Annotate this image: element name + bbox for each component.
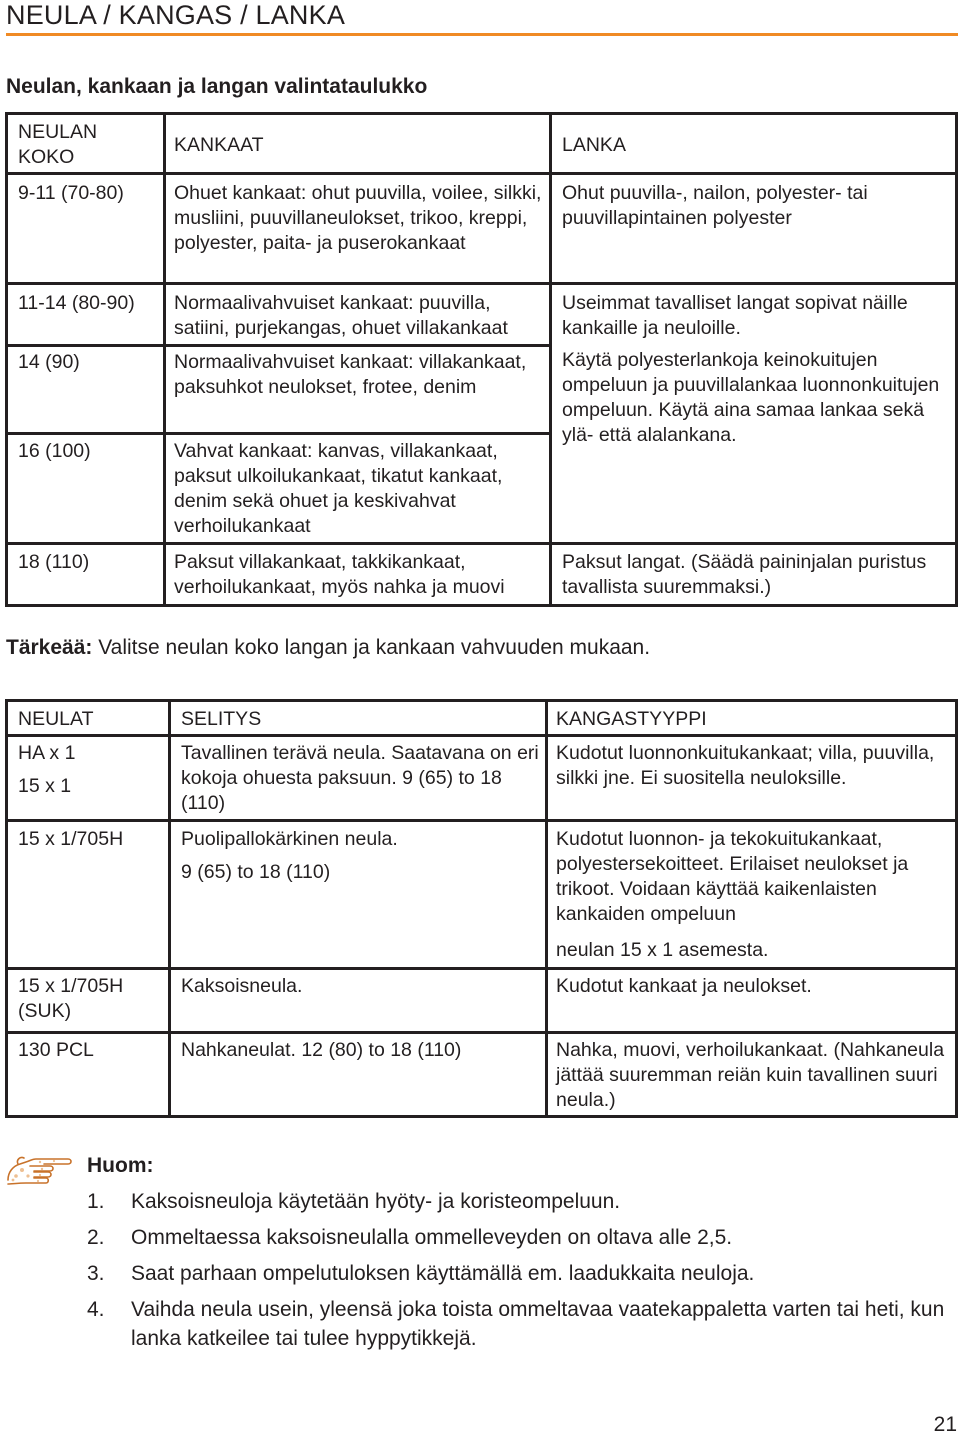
- thread-cell: Paksut langat. (Säädä paininjalan puristus tavallista suuremmaksi.): [562, 551, 927, 598]
- description-text: Puolipallokärkinen neula.: [181, 828, 398, 850]
- list-item-number: 2.: [87, 1226, 105, 1249]
- fabric-type-cell: [547, 821, 957, 969]
- fabric-type-cell: Nahka, muovi, verhoilukankaat. (Nahkaneula jättää suuremman reiän kuin tavallinen suuri neula.): [556, 1039, 945, 1111]
- list-item: [87, 1295, 947, 1353]
- needle-cell: 15 x 1/705H (SUK): [7, 969, 170, 1033]
- list-item-text: Saat parhaan ompelutuloksen käyttämällä em. laadukkaita neuloja.: [131, 1262, 755, 1285]
- page-number: 21: [933, 1413, 957, 1436]
- table-row: [7, 821, 957, 969]
- header-needle-size: NEULAN KOKO: [7, 114, 165, 174]
- list-item-text: Kaksoisneuloja käytetään hyöty- ja koristeompeluun.: [131, 1190, 621, 1213]
- fabric-type-cell: Kudotut kankaat ja neulokset.: [547, 969, 957, 1033]
- table-row: [7, 174, 957, 284]
- list-item-text: Ommeltaessa kaksoisneulalla ommelleveyden on oltava alle 2,5.: [131, 1226, 733, 1249]
- needle-name: 15 x 1: [18, 775, 72, 797]
- list-item: [87, 1187, 947, 1216]
- table-row: [7, 736, 957, 821]
- list-item-number: 1.: [87, 1190, 105, 1213]
- important-text: Valitse neulan koko langan ja kankaan vahvuuden mukaan.: [92, 636, 651, 659]
- description-cell: [170, 821, 547, 969]
- important-label: Tärkeää:: [6, 636, 93, 659]
- page-title: NEULA / KANGAS / LANKA: [6, 0, 346, 30]
- needle-size-cell: 9-11 (70-80): [7, 174, 165, 284]
- needle-cell: 130 PCL: [7, 1033, 170, 1117]
- description-text: 9 (65) to 18 (110): [181, 861, 331, 883]
- fabric-type-text: neulan 15 x 1 asemesta.: [556, 939, 769, 961]
- fabric-cell: Ohuet kankaat: ohut puuvilla, voilee, silkki, musliini, puuvillaneulokset, trikoo, kreppi, polyester, paita- ja puserokankaat: [165, 174, 551, 284]
- list-item: [87, 1223, 947, 1252]
- needle-cell: 15 x 1/705H: [7, 821, 170, 969]
- header-description: SELITYS: [170, 701, 547, 736]
- section-title: Neulan, kankaan ja langan valintataulukko: [6, 75, 428, 98]
- list-item-text: Vaihda neula usein, yleensä joka toista ommeltavaa vaatekappaletta varten tai heti, kun lanka katkeilee tai tulee hyppytikkejä.: [131, 1298, 945, 1350]
- needle-size-cell: 14 (90): [7, 346, 165, 434]
- list-item-number: 4.: [87, 1298, 105, 1321]
- description-cell: Kaksoisneula.: [170, 969, 547, 1033]
- thread-merged-cell: [551, 284, 957, 544]
- thread-note-common: Useimmat tavalliset langat sopivat näille kankaille ja neuloille.: [562, 292, 908, 339]
- title-rule: [6, 33, 958, 36]
- header-needles: NEULAT: [7, 701, 170, 736]
- description-cell: Nahkaneulat. 12 (80) to 18 (110): [170, 1033, 547, 1117]
- notice-list: [87, 1187, 947, 1360]
- table-row: [7, 544, 957, 606]
- needle-size-cell: 16 (100): [7, 434, 165, 544]
- fabric-cell: Normaalivahvuiset kankaat: puuvilla, satiini, purjekangas, ohuet villakankaat: [165, 284, 551, 346]
- important-note: [6, 634, 650, 662]
- description-cell: Tavallinen terävä neula. Saatavana on eri kokoja ohuesta paksuun. 9 (65) to 18 (110): [170, 736, 547, 821]
- needle-fabric-thread-table: [5, 112, 958, 607]
- header-thread: LANKA: [551, 114, 957, 174]
- list-item: [87, 1259, 947, 1288]
- needle-size-cell: 11-14 (80-90): [7, 284, 165, 346]
- needle-cell: [7, 736, 170, 821]
- table-header-row: [7, 114, 957, 174]
- header-fabrics: KANKAAT: [165, 114, 551, 174]
- notice-title: Huom:: [87, 1154, 154, 1177]
- header-fabric-type: KANGASTYYPPI: [547, 701, 957, 736]
- table-row: [7, 284, 957, 346]
- needle-type-table: [5, 699, 958, 1118]
- fabric-cell: Vahvat kankaat: kanvas, villakankaat, paksut ulkoilukankaat, tikatut kankaat, denim sekä ohuet ja keskivahvat verhoilukankaat: [165, 434, 551, 544]
- thread-note-fiber: Käytä polyesterlankoja keinokuitujen ompeluun ja puuvillalankaa luonnonkuitujen ompeluun. Käytä aina samaa lankaa sekä ylä- että alalankana.: [562, 349, 940, 446]
- needle-size-cell: 18 (110): [7, 544, 165, 606]
- fabric-type-text: Kudotut luonnon- ja tekokuitukankaat, polyestersekoitteet. Erilaiset neulokset ja trikoot. Voidaan käyttää kaikenlaisten kankaiden ompeluun: [556, 828, 909, 925]
- table-header-row: [7, 701, 957, 736]
- fabric-cell: Paksut villakankaat, takkikankaat, verhoilukankaat, myös nahka ja muovi: [165, 544, 551, 606]
- needle-name: HA x 1: [18, 742, 76, 764]
- table-row: [7, 969, 957, 1033]
- table-row: [7, 1033, 957, 1117]
- thread-cell: Ohut puuvilla-, nailon, polyester- tai puuvillapintainen polyester: [551, 174, 957, 284]
- pointing-hand-icon: [4, 1150, 76, 1190]
- list-item-number: 3.: [87, 1262, 105, 1285]
- fabric-type-cell: Kudotut luonnonkuitukankaat; villa, puuvilla, silkki jne. Ei suositella neuloksille.: [547, 736, 957, 821]
- fabric-cell: Normaalivahvuiset kankaat: villakankaat, paksuhkot neulokset, frotee, denim: [165, 346, 551, 434]
